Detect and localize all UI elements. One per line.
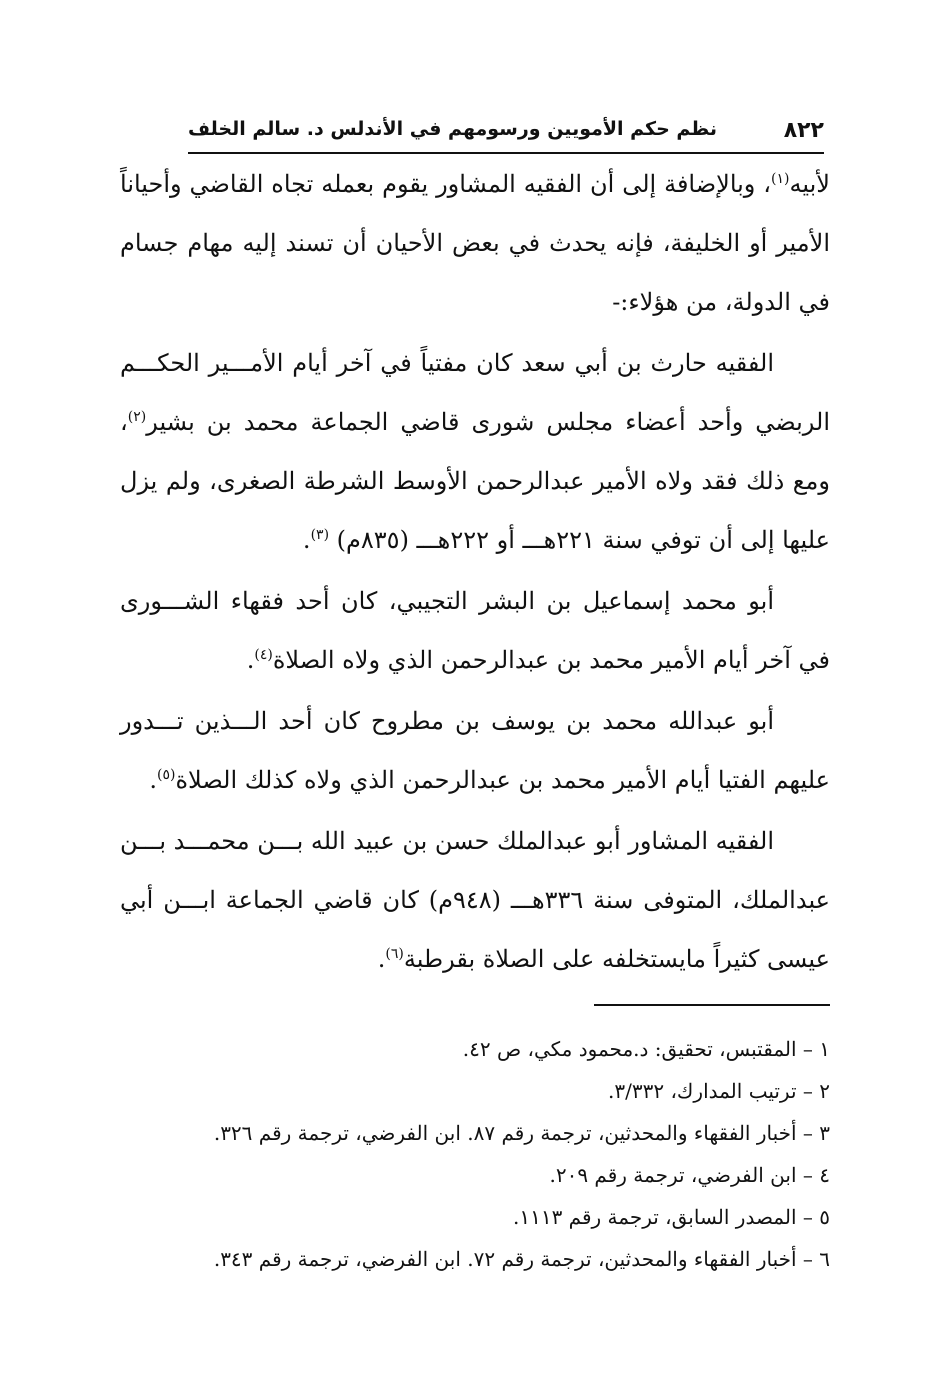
paragraph-text: أبو عبدالله محمد بن يوسف بن مطروح كان أحد الـــذين تـــدور عليهم الفتيا أيام الأمير محمد بن عبدالرحمن الذي ولاه كذلك الصلاة (120, 707, 830, 794)
header-rule (188, 152, 824, 154)
paragraph-text: الفقيه المشاور أبو عبدالملك حسن بن عبيد الله بـــن محمـــد بـــن عبدالملك، المتوفى سنة ٣٣٦هـــ (٩٤٨م) كان قاضي الجماعة ابـــن أبي عيسى كثيراً مايستخلفه على الصلاة بقرطبة (119, 827, 831, 973)
paragraph-3 (120, 572, 830, 690)
footnote-separator (594, 1004, 830, 1006)
footnote-ref-5: (٥) (156, 767, 176, 783)
footnote-item: ٤ – ابن الفرضي، ترجمة رقم ٢٠٩. (549, 1163, 830, 1187)
paragraph-text: ، وبالإضافة إلى أن الفقيه المشاور يقوم بعمله تجاه القاضي وأحياناً الأمير أو الخليفة، فإنه يحدث في بعض الأحيان أن تسند إليه مهام جسام في الدولة، من هؤلاء:- (120, 170, 830, 316)
paragraph-5 (120, 812, 830, 989)
paragraph-text: . (377, 945, 386, 973)
running-title: نظم حكم الأمويين ورسومهم في الأندلس د. سالم الخلف (188, 118, 717, 140)
footnote-item: ٥ – المصدر السابق، ترجمة رقم ١١١٣. (512, 1205, 830, 1229)
main-text (120, 155, 830, 991)
page-number: ٨٢٢ (783, 118, 824, 143)
page-header (188, 114, 824, 150)
footnote-item: ٢ – ترتيب المدارك، ٣/٣٣٢. (608, 1079, 830, 1103)
paragraph-text: أبو محمد إسماعيل بن البشر التجيبي، كان أحد فقهاء الشـــورى في آخر أيام الأمير محمد بن عبدالرحمن الذي ولاه الصلاة (120, 587, 830, 674)
paragraph-text: ، ومع ذلك فقد ولاه الأمير عبدالرحمن الأوسط الشرطة الصغرى، ولم يزل عليها إلى أن توفي سنة ٢٢١هـــ أو ٢٢٢هـــ (٨٣٥م) (120, 408, 831, 554)
footnote-ref-3: (٣) (310, 527, 330, 543)
paragraph-text: . (302, 526, 311, 554)
footnote-ref-6: (٦) (385, 946, 404, 962)
footnotes (120, 1028, 830, 1280)
paragraph-text: . (149, 766, 157, 794)
footnote-ref-1: (١) (771, 171, 790, 187)
footnote-item: ٣ – أخبار الفقهاء والمحدثين، ترجمة رقم ٨٧. ابن الفرضي، ترجمة رقم ٣٢٦. (213, 1121, 830, 1145)
footnote-ref-4: (٤) (254, 647, 273, 663)
paragraph-text: الفقيه حارث بن أبي سعد كان مفتياً في آخر أيام الأمـــير الحكـــم الربضي وأحد أعضاء مجلس شورى قاضي الجماعة محمد بن بشير (120, 349, 830, 436)
paragraph-1 (120, 155, 830, 332)
paragraph-text: . (246, 646, 255, 674)
paragraph-2 (120, 334, 830, 570)
paragraph-4 (120, 692, 830, 810)
footnote-item: ١ – المقتبس، تحقيق: د.محمود مكي، ص ٤٢. (462, 1037, 830, 1061)
paragraph-text: لأبيه (789, 170, 830, 198)
footnote-ref-2: (٢) (127, 409, 147, 425)
footnote-item: ٦ – أخبار الفقهاء والمحدثين، ترجمة رقم ٧٢. ابن الفرضي، ترجمة رقم ٣٤٣. (213, 1247, 830, 1271)
